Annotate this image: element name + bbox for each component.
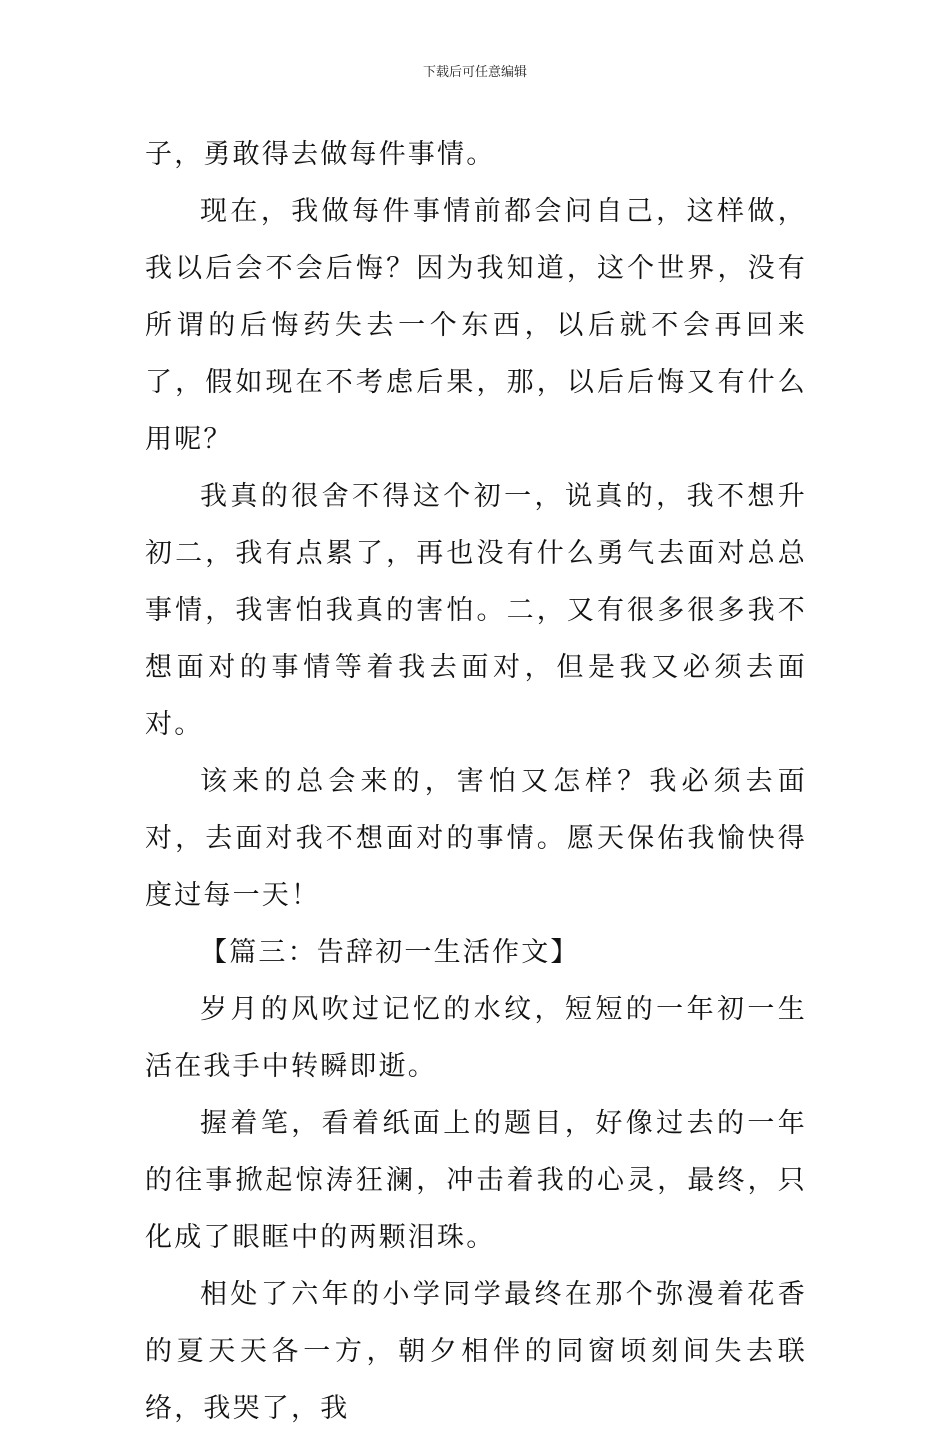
page-header: 下载后可任意编辑 [422,65,527,80]
paragraph: 握着笔，看着纸面上的题目，好像过去的一年的往事掀起惊涛狂澜，冲击着我的心灵，最终，只化成了眼眶中的两颗泪珠。 [145,1108,807,1253]
paragraph: 我真的很舍不得这个初一，说真的，我不想升初二，我有点累了，再也没有什么勇气去面对总总事情，我害怕我真的害怕。二，又有很多很多我不想面对的事情等着我去面对，但是我又必须去面对。 [145,481,807,740]
paragraph: 岁月的风吹过记忆的水纹，短短的一年初一生活在我手中转瞬即逝。 [145,994,807,1082]
paragraph: 该来的总会来的，害怕又怎样？我必须去面对，去面对我不想面对的事情。愿天保佑我愉快得度过每一天！ [145,766,807,911]
document-body [145,126,807,1437]
paragraph: 现在，我做每件事情前都会问自己，这样做，我以后会不会后悔？因为我知道，这个世界，没有所谓的后悔药失去一个东西，以后就不会再回来了，假如现在不考虑后果，那，以后后悔又有什么用呢？ [145,196,807,455]
paragraph: 相处了六年的小学同学最终在那个弥漫着花香的夏天天各一方，朝夕相伴的同窗顷刻间失去联络，我哭了，我 [145,1279,807,1424]
paragraph: 子，勇敢得去做每件事情。 [145,139,496,170]
section-heading: 【篇三：告辞初一生活作文】 [200,937,580,968]
